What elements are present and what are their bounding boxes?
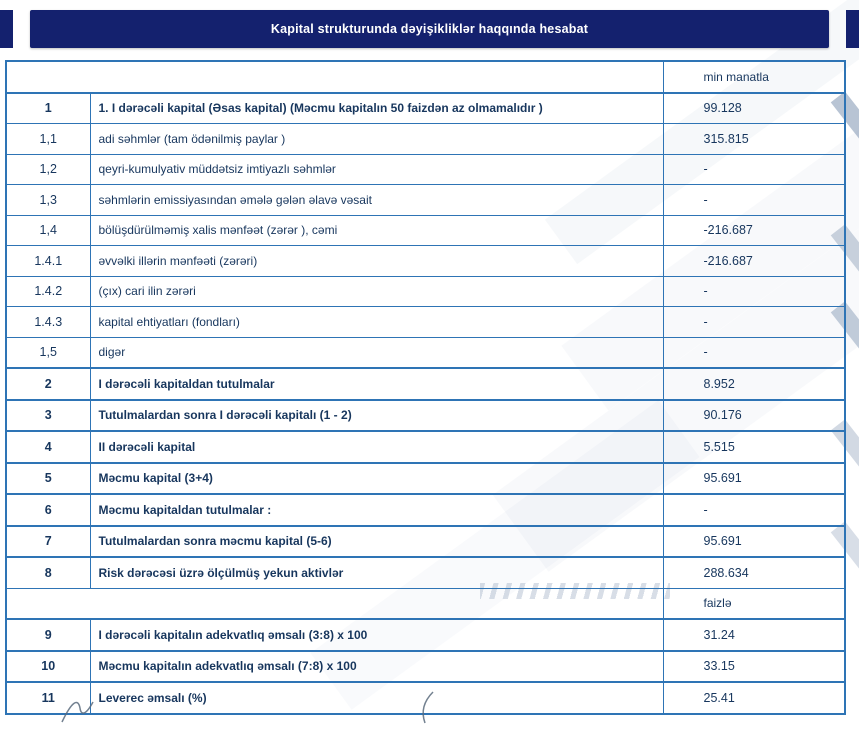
table-row <box>6 431 845 463</box>
row-label: digər <box>90 337 663 368</box>
row-number: 4 <box>6 431 90 463</box>
table-row <box>6 494 845 526</box>
row-number: 5 <box>6 463 90 495</box>
row-number: 1,5 <box>6 337 90 368</box>
row-number: 8 <box>6 557 90 588</box>
table-row <box>6 307 845 338</box>
table-row <box>6 651 845 683</box>
row-number: 7 <box>6 526 90 558</box>
row-value: 33.15 <box>663 651 845 683</box>
row-value: - <box>663 154 845 185</box>
row-value: - <box>663 494 845 526</box>
row-label: adi səhmlər (tam ödənilmiş paylar ) <box>90 124 663 155</box>
unit-row <box>6 61 845 93</box>
row-number: 10 <box>6 651 90 683</box>
row-label: Risk dərəcəsi üzrə ölçülmüş yekun aktivlər <box>90 557 663 588</box>
table-row <box>6 185 845 216</box>
row-number: 1.4.3 <box>6 307 90 338</box>
row-number: 3 <box>6 400 90 432</box>
table-row <box>6 557 845 588</box>
table-row <box>6 619 845 651</box>
row-label: Məcmu kapitaldan tutulmalar : <box>90 494 663 526</box>
row-label: I dərəcəli kapitaldan tutulmalar <box>90 368 663 400</box>
row-value: 288.634 <box>663 557 845 588</box>
row-value: - <box>663 185 845 216</box>
row-label: II dərəcəli kapital <box>90 431 663 463</box>
table-row <box>6 154 845 185</box>
capital-structure-table <box>5 60 846 715</box>
table-row <box>6 526 845 558</box>
row-value: 315.815 <box>663 124 845 155</box>
table-row <box>6 463 845 495</box>
row-value: - <box>663 337 845 368</box>
row-label: səhmlərin emissiyasından əmələ gələn əlavə vəsait <box>90 185 663 216</box>
row-label: bölüşdürülməmiş xalis mənfəət (zərər ), cəmi <box>90 215 663 246</box>
unit-empty-cell <box>6 61 663 93</box>
report-title-banner <box>30 10 829 48</box>
row-value: -216.687 <box>663 246 845 277</box>
row-value: 5.515 <box>663 431 845 463</box>
row-value: - <box>663 276 845 307</box>
row-number: 1 <box>6 93 90 124</box>
banner-edge-left <box>0 10 13 48</box>
row-number: 2 <box>6 368 90 400</box>
row-label: Tutulmalardan sonra məcmu kapital (5-6) <box>90 526 663 558</box>
table-row <box>6 215 845 246</box>
row-label: Leverec əmsalı (%) <box>90 682 663 714</box>
signature-mark <box>58 696 104 726</box>
row-number: 9 <box>6 619 90 651</box>
row-value: 95.691 <box>663 463 845 495</box>
table-row <box>6 276 845 307</box>
banner-edge-right <box>846 10 859 48</box>
row-label: I dərəcəli kapitalın adekvatlıq əmsalı (3:8) x 100 <box>90 619 663 651</box>
table-row <box>6 124 845 155</box>
unit-label: min manatla <box>663 61 845 93</box>
row-label: Məcmu kapital (3+4) <box>90 463 663 495</box>
report-title: Kapital strukturunda dəyişikliklər haqqında hesabat <box>270 22 589 36</box>
row-label: kapital ehtiyatları (fondları) <box>90 307 663 338</box>
row-label: qeyri-kumulyativ müddətsiz imtiyazlı səhmlər <box>90 154 663 185</box>
row-value: 95.691 <box>663 526 845 558</box>
row-label: 1. I dərəcəli kapital (Əsas kapital) (Məcmu kapitalın 50 faizdən az olmamalıdır ) <box>90 93 663 124</box>
row-value: 25.41 <box>663 682 845 714</box>
table-row <box>6 93 845 124</box>
table-row <box>6 246 845 277</box>
row-label: Tutulmalardan sonra I dərəcəli kapitalı (1 - 2) <box>90 400 663 432</box>
row-number: 1,1 <box>6 124 90 155</box>
table-row <box>6 368 845 400</box>
row-value: -216.687 <box>663 215 845 246</box>
table-row <box>6 337 845 368</box>
row-value: - <box>663 307 845 338</box>
row-label: Məcmu kapitalın adekvatlıq əmsalı (7:8) x 100 <box>90 651 663 683</box>
row-number: 1.4.1 <box>6 246 90 277</box>
capital-table-body <box>6 61 845 714</box>
row-label: (çıx) cari ilin zərəri <box>90 276 663 307</box>
row-number: 1,3 <box>6 185 90 216</box>
row-number: 1,4 <box>6 215 90 246</box>
row-number: 6 <box>6 494 90 526</box>
row-value: 31.24 <box>663 619 845 651</box>
unit-label: faizlə <box>663 588 845 619</box>
row-number: 11 <box>6 682 90 714</box>
row-label: əvvəlki illərin mənfəəti (zərəri) <box>90 246 663 277</box>
unit-empty-cell <box>6 588 663 619</box>
row-value: 99.128 <box>663 93 845 124</box>
table-row <box>6 400 845 432</box>
unit-row <box>6 588 845 619</box>
signature-mark <box>414 690 440 726</box>
row-number: 1,2 <box>6 154 90 185</box>
row-value: 90.176 <box>663 400 845 432</box>
row-value: 8.952 <box>663 368 845 400</box>
row-number: 1.4.2 <box>6 276 90 307</box>
